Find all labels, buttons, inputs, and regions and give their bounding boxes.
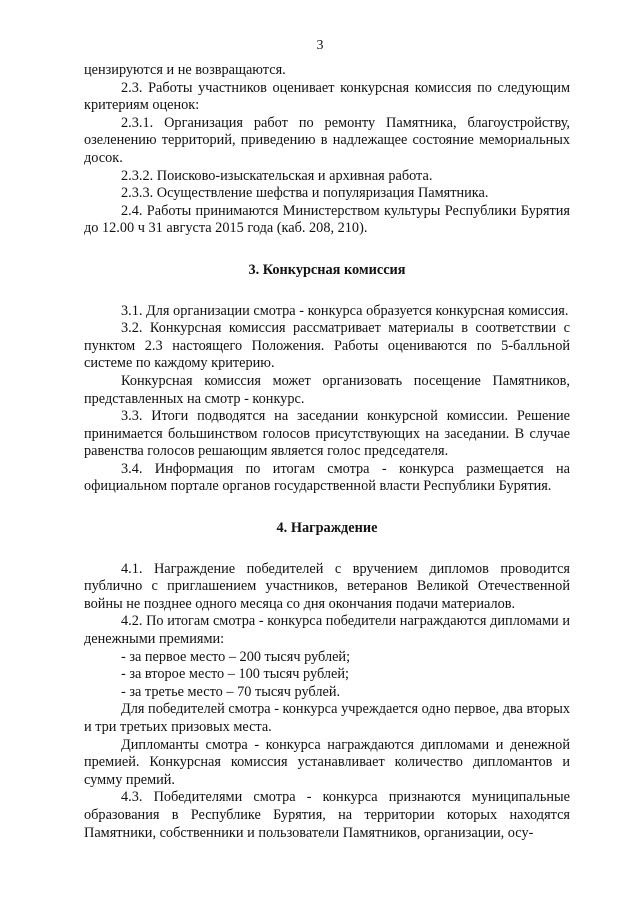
paragraph: 4.1. Награждение победителей с вручением дипломов проводится публично с приглашением участников, ветеранов Великой Отечественной войны не позднее одного месяца со дня окончания подачи материалов. [84,560,570,612]
paragraph: 2.3.1. Организация работ по ремонту Памятника, благоустройству, озеленению территорий, приведению в надлежащее состояние мемориальных досок. [84,114,570,166]
paragraph: 3.3. Итоги подводятся на заседании конкурсной комиссии. Решение принимается большинством голосов присутствующих на заседании. В случае равенства голосов решающим является голос председателя. [84,408,570,460]
prize-list-item: - за второе место – 100 тысяч рублей; [121,666,349,683]
prize-list-item: - за третье место – 70 тысяч рублей. [121,683,341,700]
paragraph: Для победителей смотра - конкурса учреждается одно первое, два вторых и три третьих призовых места. [84,701,570,735]
section-4-heading: 4. Награждение [276,520,378,537]
paragraph: 2.4. Работы принимаются Министерством культуры Республики Бурятия до 12.00 ч 31 августа 2015 года (каб. 208, 210). [84,202,570,237]
paragraph: 3.2. Конкурсная комиссия рассматривает материалы в соответствии с пунктом 2.3 настоящего Положения. Работы оцениваются по 5-балльной системе по каждому критерию. [84,320,570,372]
paragraph: 2.3.3. Осуществление шефства и популяризация Памятника. [121,185,489,202]
paragraph: Конкурсная комиссия может организовать посещение Памятников, представленных на смотр - конкурс. [84,372,570,407]
paragraph: 2.3.2. Поисково-изыскательская и архивная работа. [121,167,433,184]
paragraph: 3.1. Для организации смотра - конкурса образуется конкурсная комиссия. [121,302,569,319]
paragraph: 4.2. По итогам смотра - конкурса победители награждаются дипломами и денежными премиями: [84,613,570,648]
document-body [84,62,570,842]
paragraph: 2.3. Работы участников оценивает конкурсная комиссия по следующим критериям оценок: [84,79,570,114]
paragraph: 4.3. Победителями смотра - конкурса признаются муниципальные образования в Республике Бурятия, на территории которых находятся Памятники, собственники и пользователи Памятников, организации, осу- [84,789,570,841]
section-3-heading: 3. Конкурсная комиссия [248,261,406,278]
paragraph: Дипломанты смотра - конкурса награждаются дипломами и денежной премией. Конкурсная комиссия устанавливает количество дипломантов и сумму премий. [84,736,570,788]
paragraph: цензируются и не возвращаются. [84,62,286,78]
prize-list-item: - за первое место – 200 тысяч рублей; [121,648,351,665]
page-number: 3 [316,38,324,53]
paragraph: 3.4. Информация по итогам смотра - конкурса размещается на официальном портале органов государственной власти Республики Бурятия. [84,460,570,495]
